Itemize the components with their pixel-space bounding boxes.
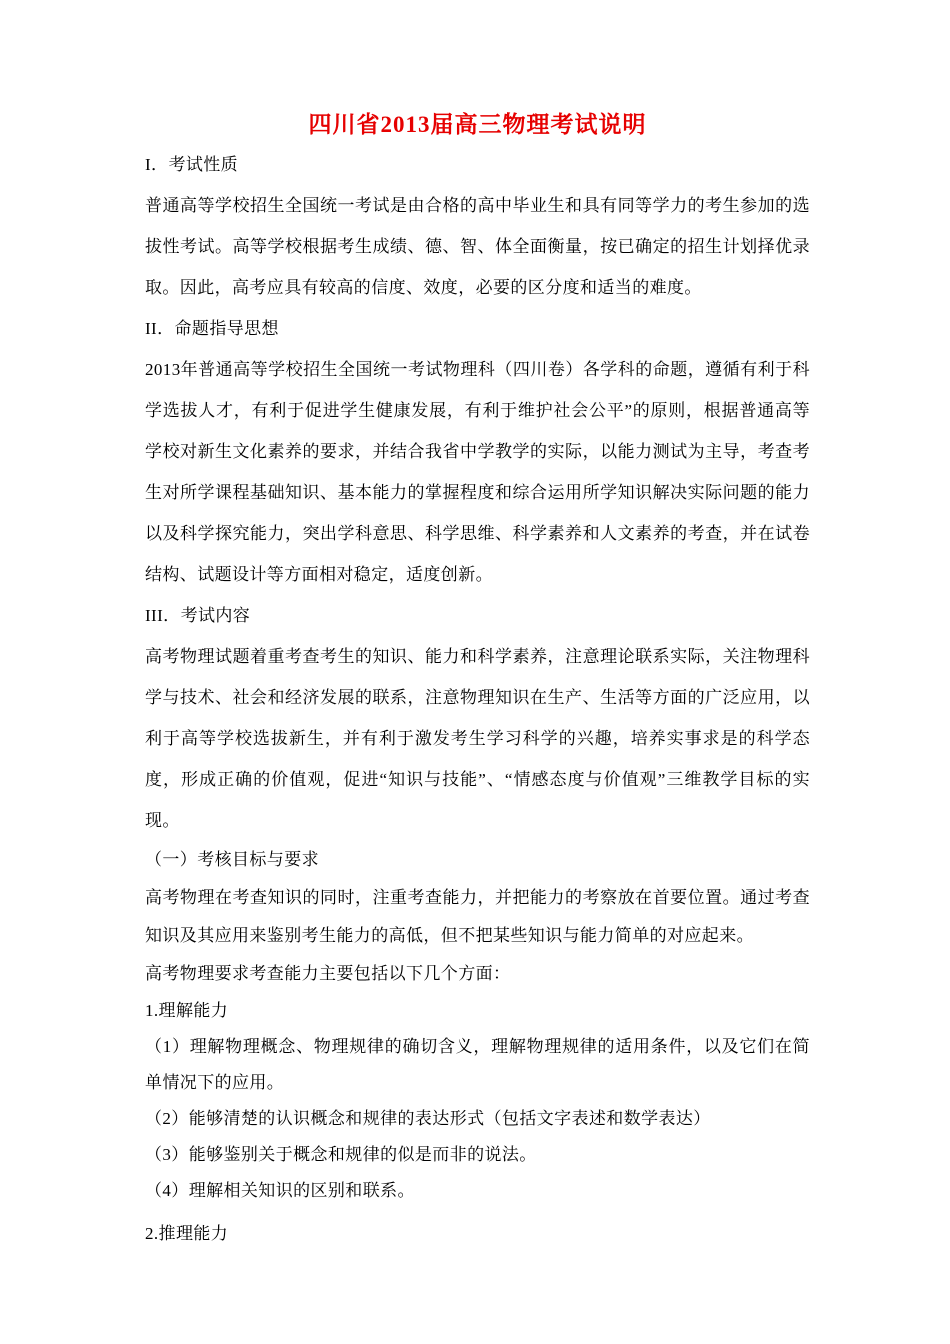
list-item-2: （2）能够清楚的认识概念和规律的表达形式（包括文字表述和数学表达） [145,1109,711,1128]
subsection-heading-goals-requirements: （一）考核目标与要求 [145,850,319,869]
section-heading-exam-content: III．考试内容 [145,606,251,625]
list-heading-comprehension-ability: 1.理解能力 [145,1001,229,1020]
list-item-1: （1）理解物理概念、物理规律的确切含义，理解物理规律的适用条件，以及它们在简单情况下的应用。 [145,1037,810,1092]
section-heading-guiding-ideology: II．命题指导思想 [145,319,279,338]
page-title: 四川省2013届高三物理考试说明 [308,112,647,137]
paragraph-ability-list-intro: 高考物理要求考查能力主要包括以下几个方面： [145,964,511,983]
paragraph-exam-content: 高考物理试题着重考查考生的知识、能力和科学素养，注意理论联系实际，关注物理科学与技术、社会和经济发展的联系，注意物理知识在生产、生活等方面的广泛应用，以利于高等学校选拔新生，并有利于激发考生学习科学的兴趣，培养实事求是的科学态度，形成正确的价值观，促进“知识与技能”、“情感态度与价值观”三维教学目标的实现。 [145,647,810,830]
list-heading-reasoning-ability: 2.推理能力 [145,1224,229,1243]
paragraph-guiding-ideology: 2013年普通高等学校招生全国统一考试物理科（四川卷）各学科的命题，遵循有利于科学选拔人才，有利于促进学生健康发展，有利于维护社会公平”的原则，根据普通高等学校对新生文化素养的要求，并结合我省中学教学的实际，以能力测试为主导，考查考生对所学课程基础知识、基本能力的掌握程度和综合运用所学知识解决实际问题的能力以及科学探究能力，突出学科意思、科学思维、科学素养和人文素养的考查，并在试卷结构、试题设计等方面相对稳定，适度创新。 [145,360,810,584]
paragraph-ability-focus: 高考物理在考查知识的同时，注重考查能力，并把能力的考察放在首要位置。通过考查知识及其应用来鉴别考生能力的高低，但不把某些知识与能力简单的对应起来。 [145,888,810,945]
paragraph-exam-nature: 普通高等学校招生全国统一考试是由合格的高中毕业生和具有同等学力的考生参加的选拔性考试。高等学校根据考生成绩、德、智、体全面衡量，按已确定的招生计划择优录取。因此，高考应具有较高的信度、效度，必要的区分度和适当的难度。 [145,196,810,297]
list-item-3: （3）能够鉴别关于概念和规律的似是而非的说法。 [145,1145,537,1164]
list-item-4: （4）理解相关知识的区别和联系。 [145,1181,415,1200]
section-heading-exam-nature: I．考试性质 [145,155,239,174]
